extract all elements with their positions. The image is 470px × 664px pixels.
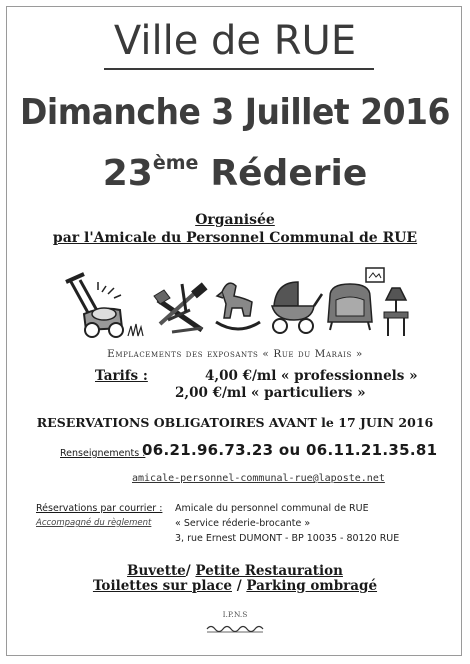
amenities-facilities: Toilettes sur place / Parking ombragé — [92, 578, 378, 594]
mail-booking-label: Réservations par courrier : — [36, 503, 163, 514]
decorative-ornament-icon — [205, 624, 265, 634]
parking-text: Parking ombragé — [246, 578, 378, 594]
contact-phones: 06.21.96.73.23 ou 06.11.21.35.81 — [142, 441, 438, 459]
stroller-icon — [268, 276, 326, 336]
buvette-text: Buvette — [127, 563, 186, 579]
event-date: Dimanche 3 Juillet 2016 — [20, 90, 450, 133]
edition-number: 23 — [102, 153, 153, 194]
tools-icon — [152, 282, 214, 338]
contact-label: Renseignements : — [60, 448, 146, 459]
reservation-deadline: RESERVATIONS OBLIGATOIRES AVANT le 17 JUIN 2016 — [36, 415, 434, 430]
amenities-food: Buvette/ Petite Restauration — [127, 563, 343, 579]
mail-booking-sublabel: Accompagné du règlement — [36, 518, 152, 528]
edition-suffix: ème — [152, 152, 199, 174]
tarif-particuliers: 2,00 €/ml « particuliers » — [175, 385, 366, 401]
tarif-professionnels: 4,00 €/ml « professionnels » — [205, 368, 418, 384]
event-title — [0, 152, 470, 194]
toilettes-text: Toilettes sur place — [92, 578, 232, 594]
lawnmower-icon — [62, 270, 152, 340]
contact-email-link[interactable]: amicale-personnel-communal-rue@laposte.net — [132, 473, 385, 484]
armchair-lamp-icon — [326, 266, 416, 340]
city-title: Ville de RUE — [113, 18, 357, 64]
city-title-rule — [104, 68, 374, 70]
restauration-text: Petite Restauration — [195, 563, 343, 579]
illustration-strip — [0, 262, 470, 340]
address-line-3: 3, rue Ernest DUMONT - BP 10035 - 80120 RUE — [175, 533, 400, 544]
event-name: Réderie — [210, 153, 368, 194]
organizer-heading: Organisée — [195, 212, 275, 228]
tarifs-label: Tarifs : — [95, 368, 148, 384]
address-line-1: Amicale du personnel communal de RUE — [175, 503, 369, 514]
ipns-mark: I.P.N.S — [222, 610, 248, 619]
exhibitor-location: Emplacements des exposants « Rue du Marais » — [107, 348, 363, 360]
rocking-horse-icon — [214, 276, 262, 336]
organizer-name: par l'Amicale du Personnel Communal de RUE — [52, 230, 418, 246]
address-line-2: « Service réderie-brocante » — [175, 518, 311, 529]
